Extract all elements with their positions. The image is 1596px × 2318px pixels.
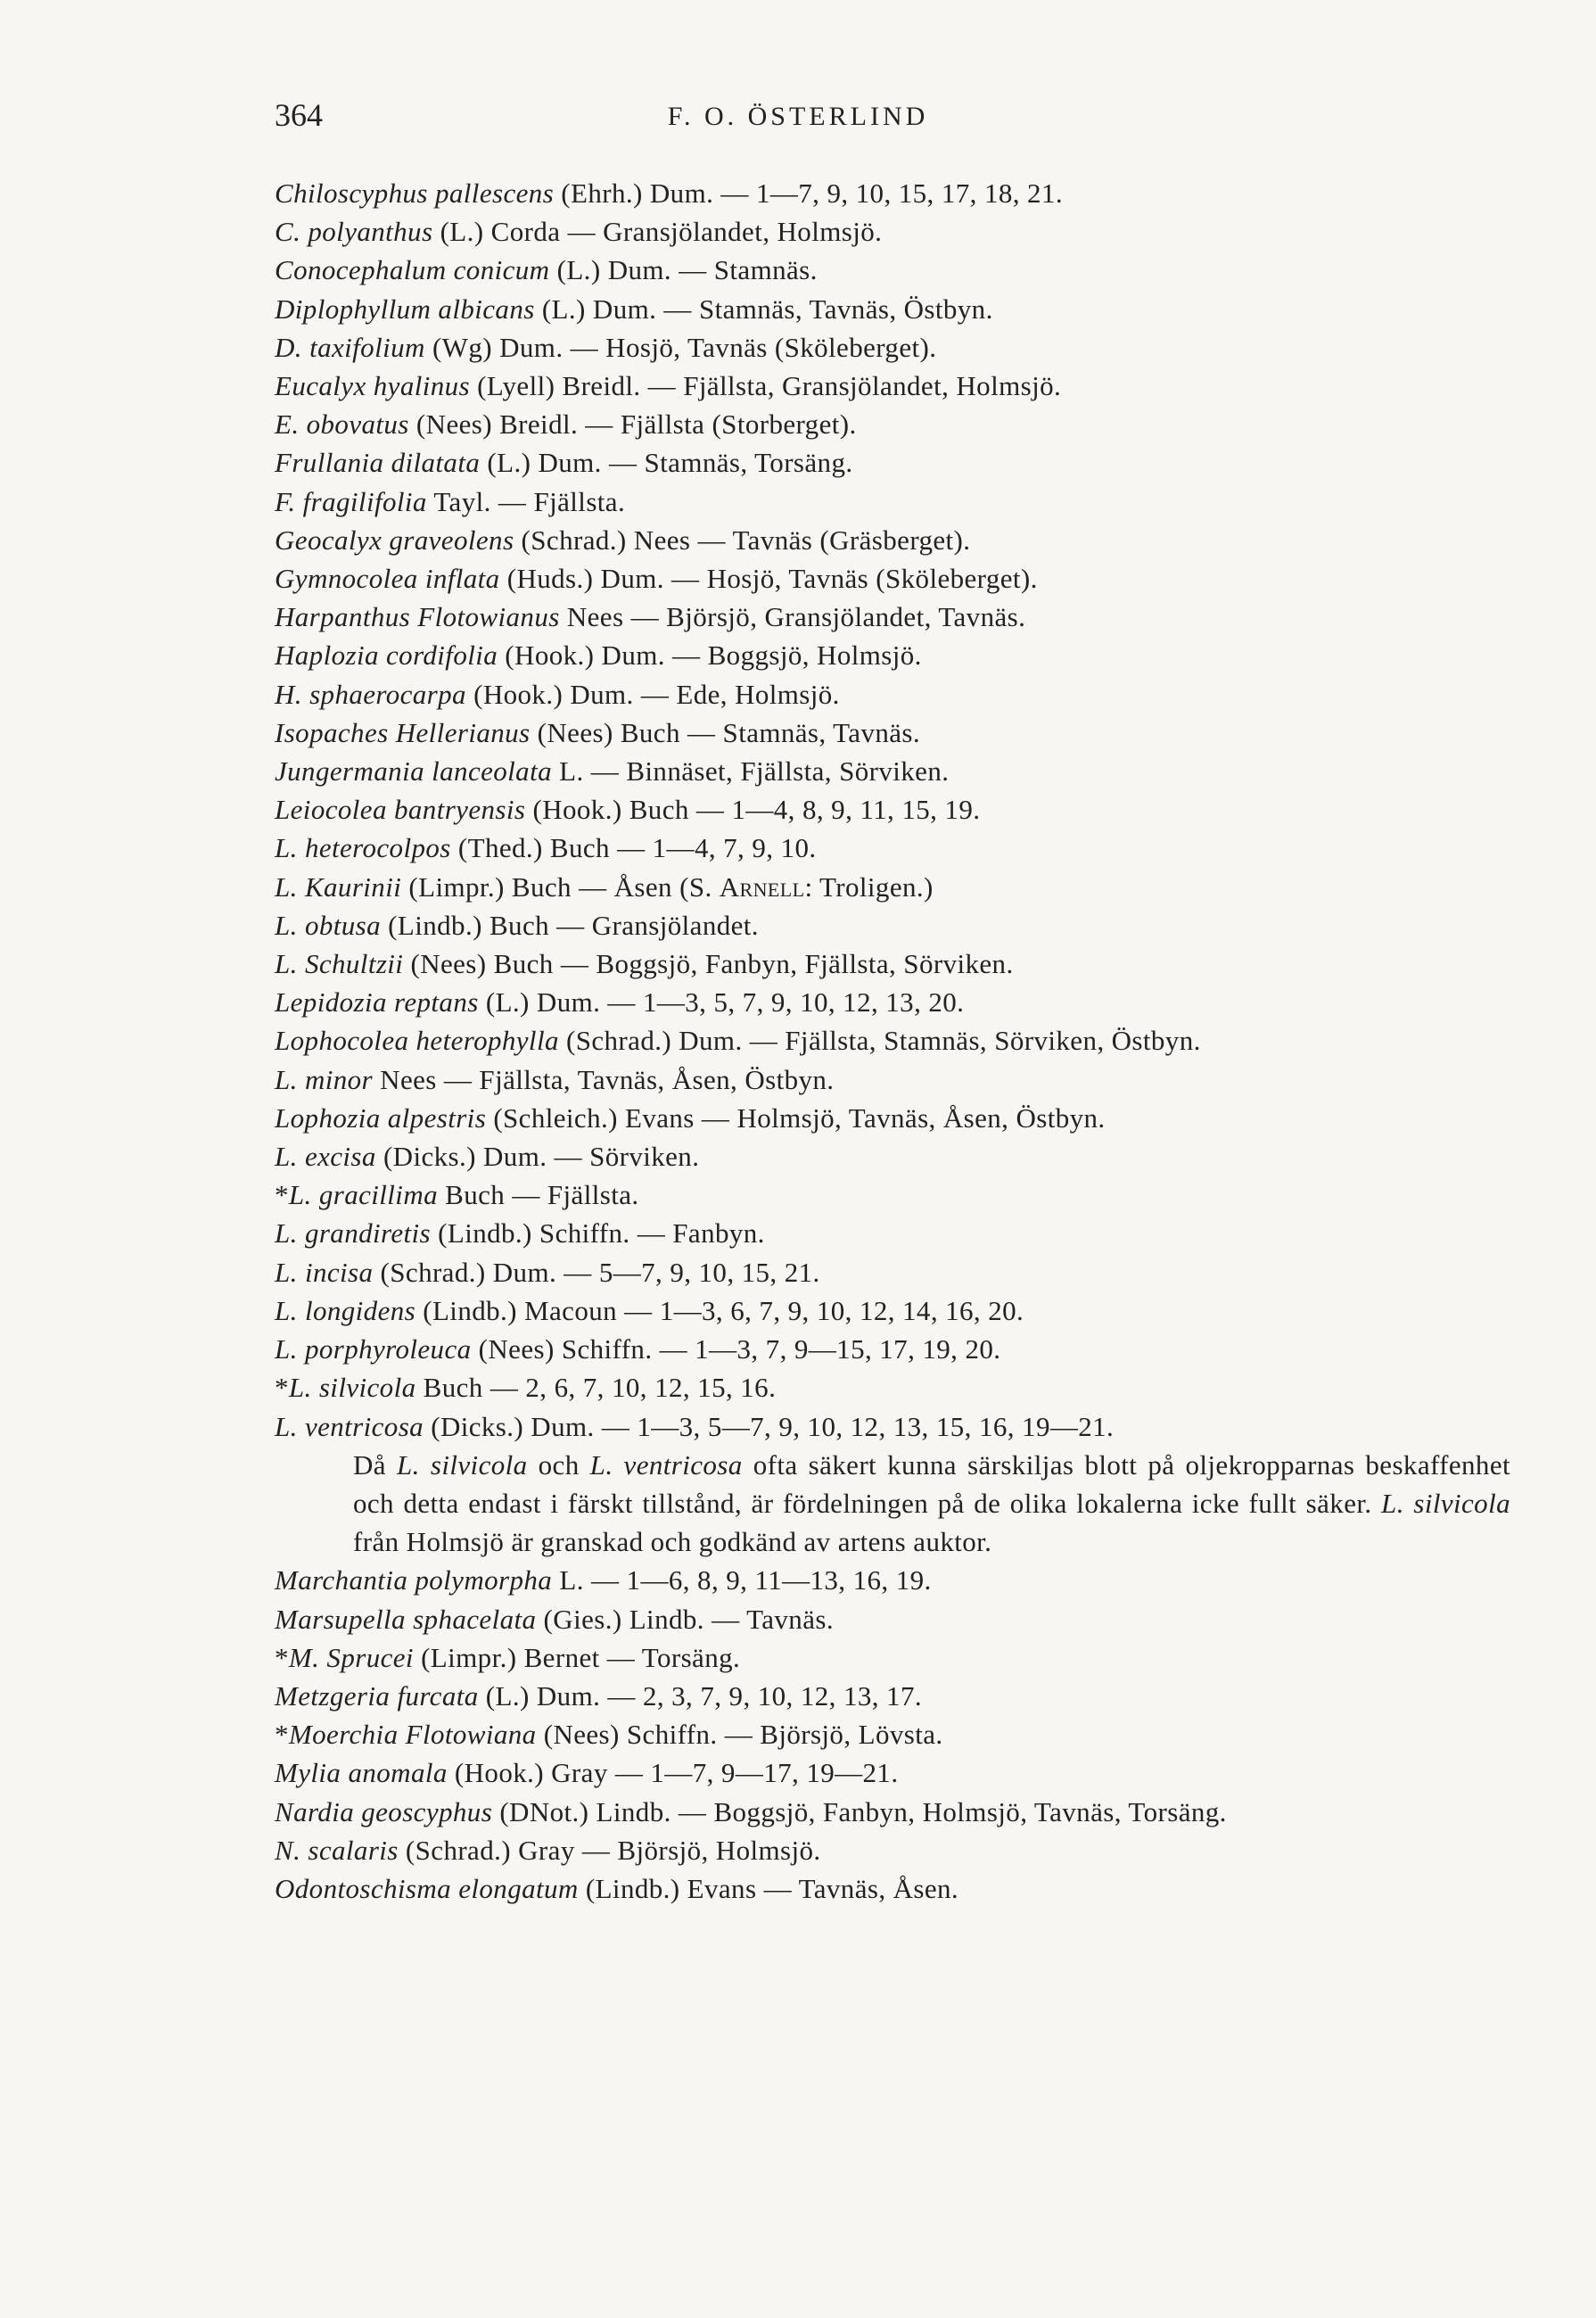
species-name: Marchantia polymorpha <box>275 1564 553 1596</box>
species-entry: L. longidens (Lindb.) Macoun — 1—3, 6, 7, 9, 10, 12, 14, 16, 20. <box>275 1294 1024 1326</box>
species-entry: L. heterocolpos (Thed.) Buch — 1—4, 7, 9, 10. <box>275 832 817 864</box>
species-name: Metzgeria furcata <box>275 1679 479 1712</box>
species-entry: Harpanthus Flotowianus Nees — Björsjö, Gransjölandet, Tavnäs. <box>275 601 1026 633</box>
species-name: E. obovatus <box>275 408 409 441</box>
species-name: M. Sprucei <box>288 1641 414 1673</box>
species-name: Nardia geoscyphus <box>275 1795 493 1827</box>
species-name: L. incisa <box>275 1256 374 1288</box>
species-entry: L. minor Nees — Fjällsta, Tavnäs, Åsen, Östbyn. <box>275 1063 835 1095</box>
species-name: L. Schultzii <box>275 948 404 980</box>
species-list <box>275 174 1510 1908</box>
species-entry: H. sphaerocarpa (Hook.) Dum. — Ede, Holmsjö. <box>275 678 840 710</box>
species-entry: *L. gracillima Buch — Fjällsta. <box>275 1179 639 1211</box>
species-name: L. gracillima <box>288 1179 439 1211</box>
species-name: Lophozia alpestris <box>275 1101 487 1134</box>
species-name: Geocalyx graveolens <box>275 524 514 556</box>
species-name: Conocephalum conicum <box>275 254 550 286</box>
species-name: H. sphaerocarpa <box>275 678 466 710</box>
species-entry: L. obtusa (Lindb.) Buch — Gransjölandet. <box>275 909 759 941</box>
species-name: L. ventricosa <box>275 1410 424 1442</box>
species-entry: *Moerchia Flotowiana (Nees) Schiffn. — Björsjö, Lövsta. <box>275 1719 943 1751</box>
species-name: L. Kaurinii <box>275 870 402 903</box>
species-entry: E. obovatus (Nees) Breidl. — Fjällsta (Storberget). <box>275 408 857 441</box>
species-entry: Eucalyx hyalinus (Lyell) Breidl. — Fjällsta, Gransjölandet, Holmsjö. <box>275 370 1062 402</box>
species-entry: *M. Sprucei (Limpr.) Bernet — Torsäng. <box>275 1641 741 1673</box>
species-entry: Haplozia cordifolia (Hook.) Dum. — Boggsjö, Holmsjö. <box>275 639 922 672</box>
species-entry: Odontoschisma elongatum (Lindb.) Evans — Tavnäs, Åsen. <box>275 1872 959 1904</box>
species-name: Moerchia Flotowiana <box>288 1719 537 1751</box>
species-entry: Marchantia polymorpha L. — 1—6, 8, 9, 11—13, 16, 19. <box>275 1564 932 1596</box>
page-number: 364 <box>275 97 323 133</box>
species-name: N. scalaris <box>275 1834 399 1866</box>
species-entry: D. taxifolium (Wg) Dum. — Hosjö, Tavnäs (Sköleberget). <box>275 331 937 363</box>
species-entry: Frullania dilatata (L.) Dum. — Stamnäs, Torsäng. <box>275 447 853 479</box>
species-name: Gymnocolea inflata <box>275 563 500 595</box>
species-entry: Marsupella sphacelata (Gies.) Lindb. — Tavnäs. <box>275 1603 834 1635</box>
species-entry: Lophozia alpestris (Schleich.) Evans — Holmsjö, Tavnäs, Åsen, Östbyn. <box>275 1101 1106 1134</box>
species-entry: N. scalaris (Schrad.) Gray — Björsjö, Holmsjö. <box>275 1834 821 1866</box>
species-name: Chiloscyphus pallescens <box>275 177 555 209</box>
species-entry: L. grandiretis (Lindb.) Schiffn. — Fanbyn. <box>275 1217 765 1250</box>
species-entry: L. Kaurinii (Limpr.) Buch — Åsen (S. Arnell: Troligen.) <box>275 870 934 903</box>
species-entry: Leiocolea bantryensis (Hook.) Buch — 1—4, 8, 9, 11, 15, 19. <box>275 794 981 826</box>
species-name: C. polyanthus <box>275 216 433 248</box>
author-name: Arnell <box>719 870 805 903</box>
species-entry: Lepidozia reptans (L.) Dum. — 1—3, 5, 7, 9, 10, 12, 13, 20. <box>275 986 965 1019</box>
species-entry: C. polyanthus (L.) Corda — Gransjölandet, Holmsjö. <box>275 216 883 248</box>
species-entry: Diplophyllum albicans (L.) Dum. — Stamnäs, Tavnäs, Östbyn. <box>275 293 993 325</box>
species-name: L. obtusa <box>275 909 382 941</box>
species-entry: L. excisa (Dicks.) Dum. — Sörviken. <box>275 1141 700 1173</box>
species-entry: Gymnocolea inflata (Huds.) Dum. — Hosjö, Tavnäs (Sköleberget). <box>275 563 1038 595</box>
species-entry: Lophocolea heterophylla (Schrad.) Dum. — Fjällsta, Stamnäs, Sörviken, Östbyn. <box>275 1025 1201 1057</box>
species-entry: Metzgeria furcata (L.) Dum. — 2, 3, 7, 9, 10, 12, 13, 17. <box>275 1679 922 1712</box>
species-entry: Jungermania lanceolata L. — Binnäset, Fjällsta, Sörviken. <box>275 755 950 788</box>
species-name: Mylia anomala <box>275 1757 448 1789</box>
species-entry: Conocephalum conicum (L.) Dum. — Stamnäs. <box>275 254 818 286</box>
species-name: Eucalyx hyalinus <box>275 370 471 402</box>
running-head: F. O. ÖSTERLIND <box>667 102 929 131</box>
species-entry: Nardia geoscyphus (DNot.) Lindb. — Boggsjö, Fanbyn, Holmsjö, Tavnäs, Torsäng. <box>275 1795 1227 1827</box>
species-name: Lophocolea heterophylla <box>275 1025 559 1057</box>
species-entry: Geocalyx graveolens (Schrad.) Nees — Tavnäs (Gräsberget). <box>275 524 971 556</box>
species-name: F. fragilifolia <box>275 485 427 517</box>
species-entry: F. fragilifolia Tayl. — Fjällsta. <box>275 485 626 517</box>
species-name: Jungermania lanceolata <box>275 755 552 788</box>
species-entry: L. incisa (Schrad.) Dum. — 5—7, 9, 10, 15, 21. <box>275 1256 820 1288</box>
species-name: Lepidozia reptans <box>275 986 479 1019</box>
species-name: Odontoschisma elongatum <box>275 1872 579 1904</box>
species-name: Isopaches Hellerianus <box>275 716 531 748</box>
species-name: L. longidens <box>275 1294 416 1326</box>
species-entry: L. ventricosa (Dicks.) Dum. — 1—3, 5—7, 9, 10, 12, 13, 15, 16, 19—21. <box>275 1410 1115 1442</box>
species-name: L. grandiretis <box>275 1217 431 1250</box>
species-name: Harpanthus Flotowianus <box>275 601 560 633</box>
species-name: Haplozia cordifolia <box>275 639 498 672</box>
species-name: Diplophyllum albicans <box>275 293 535 325</box>
species-name: D. taxifolium <box>275 331 425 363</box>
species-name: Frullania dilatata <box>275 447 481 479</box>
species-name: L. heterocolpos <box>275 832 451 864</box>
species-name: L. minor <box>275 1063 374 1095</box>
species-name: L. silvicola <box>288 1372 416 1404</box>
taxonomic-note: Då L. silvicola och L. ventricosa ofta säkert kunna särskiljas blott på oljekropparnas beskaffenhet och detta endast i färskt tillstånd, är fördelningen på de olika lokalerna icke fullt säker. L. silvicola från Holmsjö är granskad och godkänd av artens auktor. <box>353 1448 1510 1558</box>
species-entry: Chiloscyphus pallescens (Ehrh.) Dum. — 1—7, 9, 10, 15, 17, 18, 21. <box>275 177 1063 209</box>
species-entry: Isopaches Hellerianus (Nees) Buch — Stamnäs, Tavnäs. <box>275 716 921 748</box>
species-entry: L. Schultzii (Nees) Buch — Boggsjö, Fanbyn, Fjällsta, Sörviken. <box>275 948 1014 980</box>
species-name: Marsupella sphacelata <box>275 1603 537 1635</box>
species-entry: *L. silvicola Buch — 2, 6, 7, 10, 12, 15, 16. <box>275 1372 777 1404</box>
species-name: Leiocolea bantryensis <box>275 794 526 826</box>
species-name: L. porphyroleuca <box>275 1333 472 1365</box>
species-name: L. excisa <box>275 1141 376 1173</box>
species-entry: Mylia anomala (Hook.) Gray — 1—7, 9—17, 19—21. <box>275 1757 899 1789</box>
species-entry: L. porphyroleuca (Nees) Schiffn. — 1—3, 7, 9—15, 17, 19, 20. <box>275 1333 1001 1365</box>
